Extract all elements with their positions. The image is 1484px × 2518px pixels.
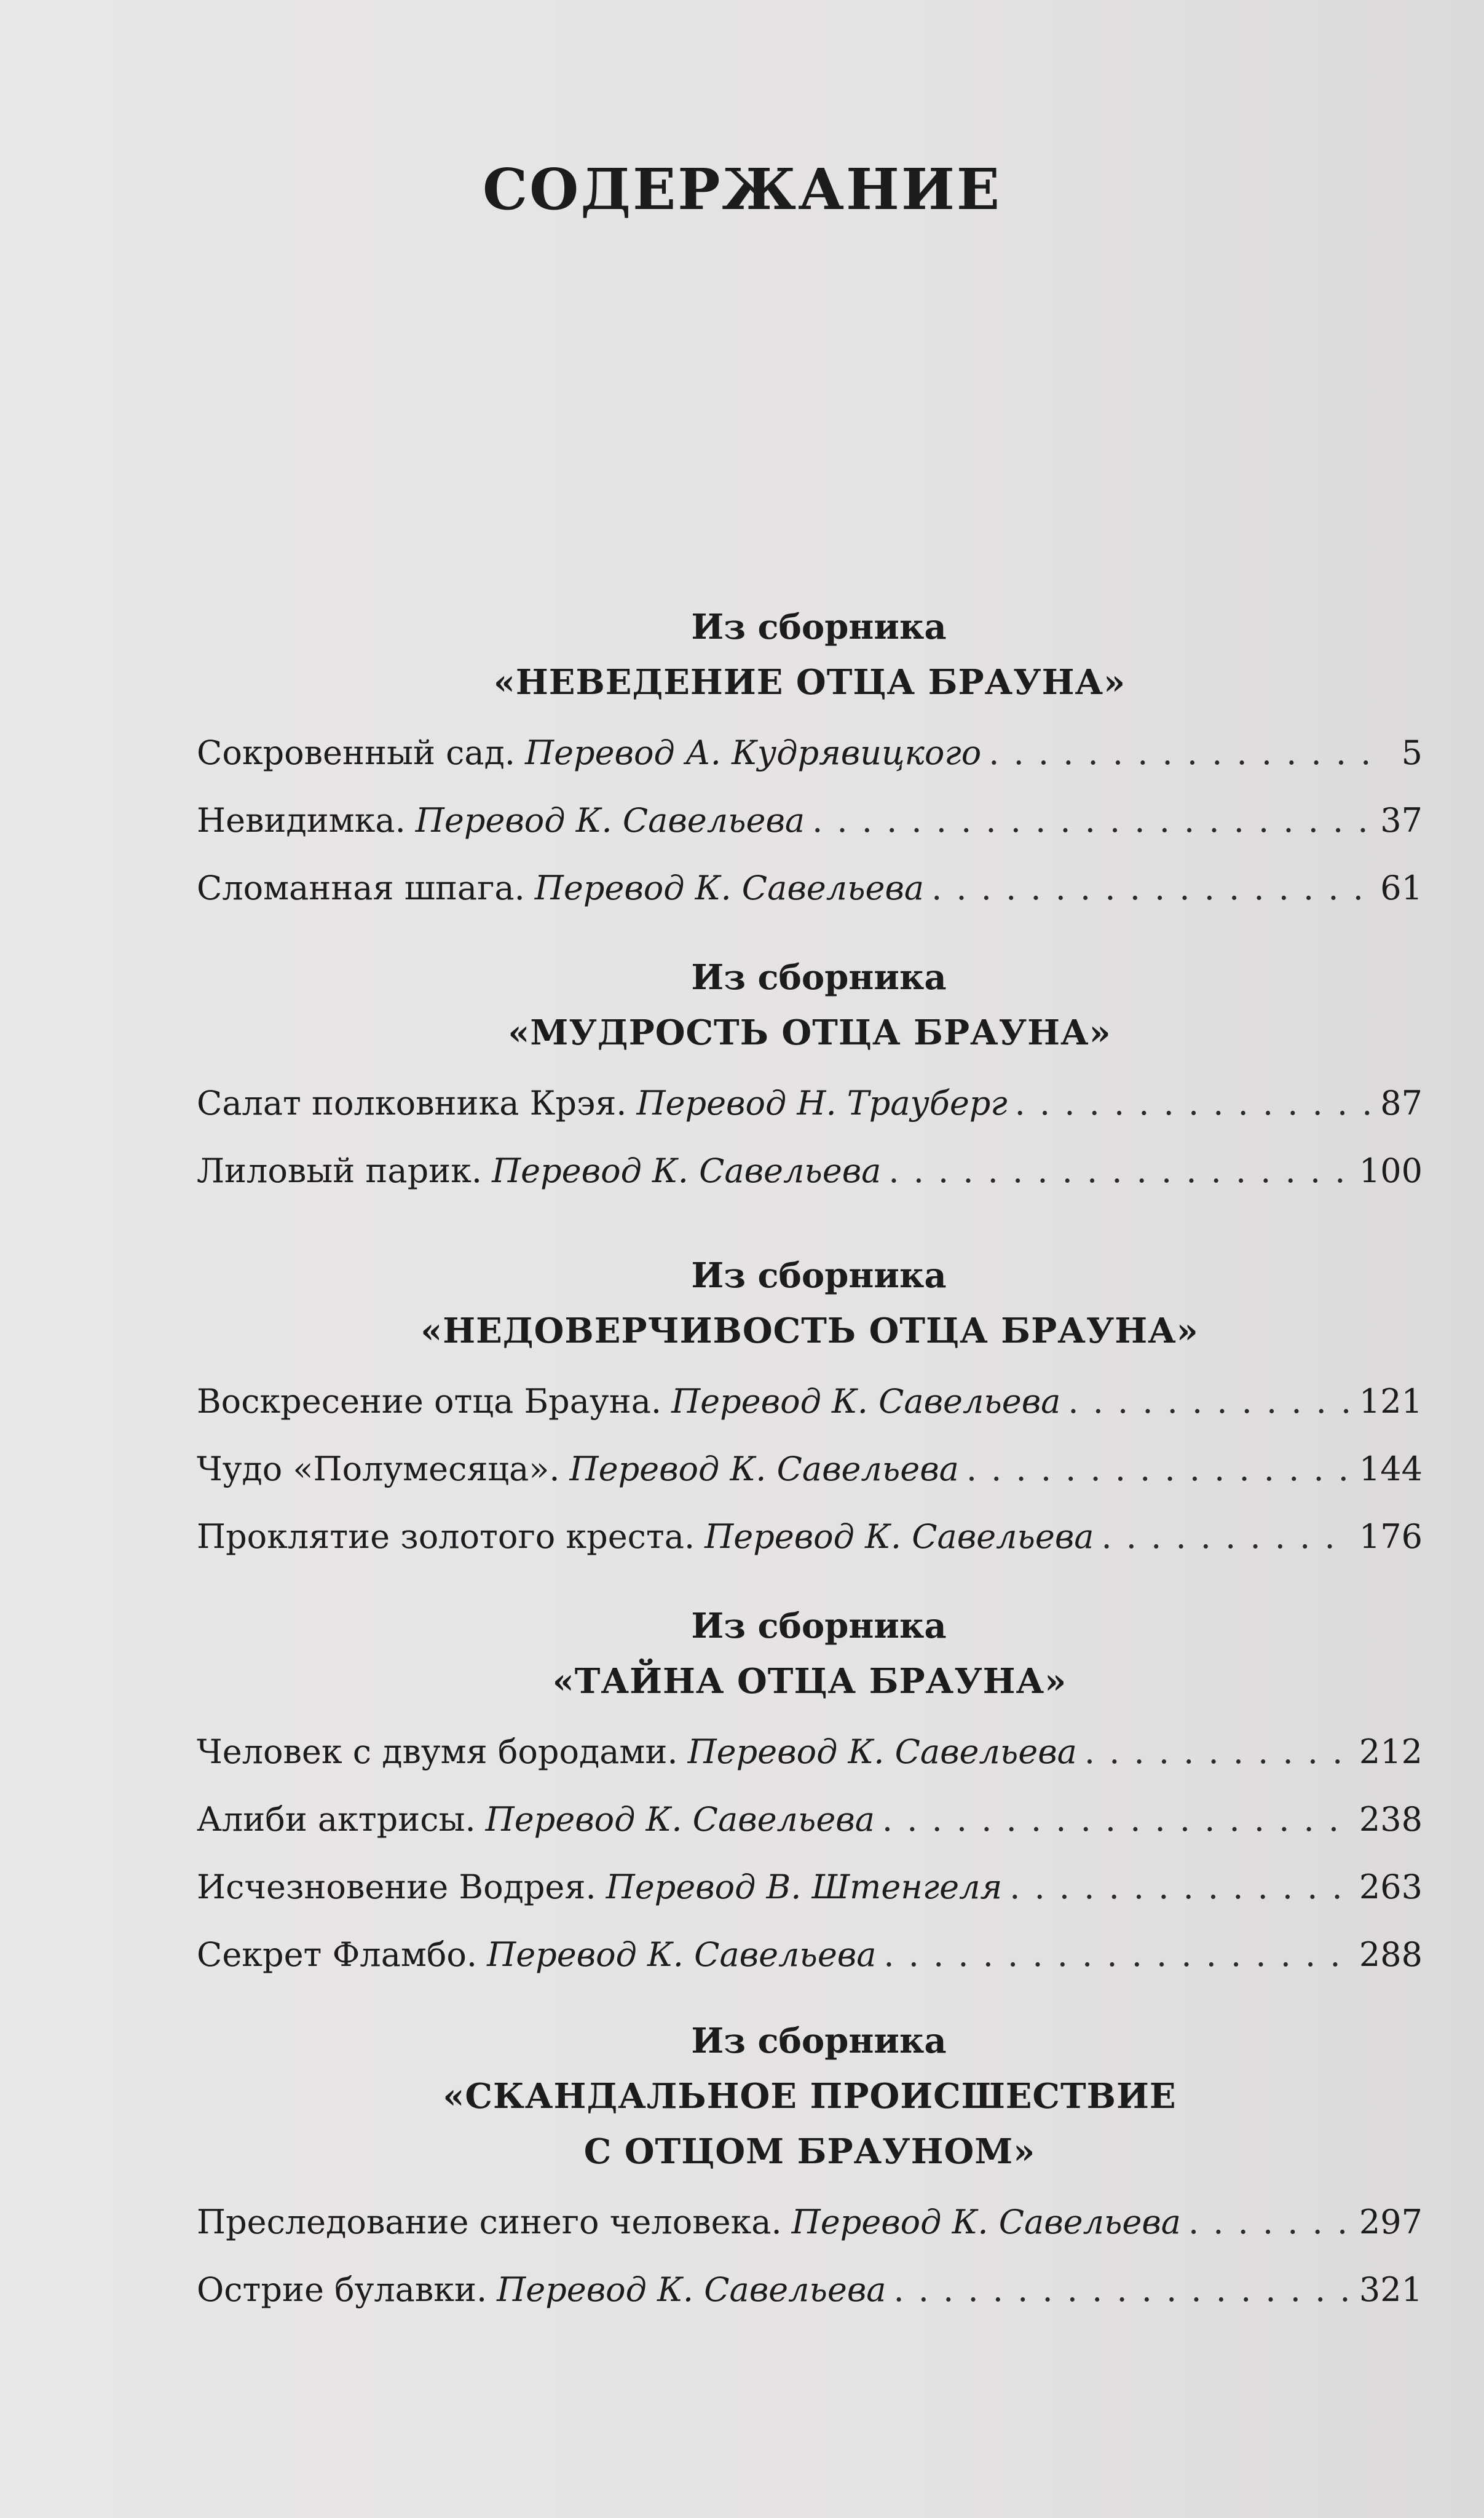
dot-leader (1009, 1868, 1352, 1906)
dot-leader (888, 1151, 1352, 1190)
entry-translator: Перевод К. Савельева (534, 869, 925, 907)
entry-translator: Перевод К. Савельева (671, 1382, 1061, 1421)
entry-page-number: 87 (1380, 1084, 1423, 1123)
toc-entry (197, 2203, 1423, 2270)
entry-page-number: 176 (1359, 1517, 1423, 1556)
section-label: Из сборника (691, 2021, 947, 2061)
entry-page-number: 297 (1359, 2203, 1423, 2241)
toc-entry (197, 1868, 1423, 1935)
entry-translator: Перевод К. Савельева (415, 801, 805, 840)
entry-title: Человек с двумя бородами. (197, 1732, 678, 1771)
toc-entries (197, 1732, 1423, 2003)
section-name: «ТАЙНА ОТЦА БРАУНА» (552, 1661, 1067, 1702)
toc-section-3 (197, 1248, 1423, 1585)
entry-page-number: 100 (1359, 1151, 1423, 1190)
section-label: Из сборника (691, 1606, 947, 1646)
entry-title: Проклятие золотого креста. (197, 1517, 695, 1556)
dot-leader (931, 869, 1373, 907)
entry-title: Алиби актрисы. (197, 1800, 476, 1839)
entry-translator: Перевод К. Савельева (687, 1732, 1077, 1771)
toc-entries (197, 1084, 1423, 1219)
entry-translator: Перевод К. Савельева (487, 1935, 877, 1974)
entry-title: Преследование синего человека. (197, 2203, 782, 2241)
dot-leader (1188, 2203, 1352, 2241)
entry-translator: Перевод К. Савельева (492, 1151, 882, 1190)
section-name: «НЕВЕДЕНИЕ ОТЦА БРАУНА» (493, 662, 1126, 703)
section-name: «МУДРОСТЬ ОТЦА БРАУНА» (508, 1012, 1111, 1053)
toc-section-5 (197, 2013, 1423, 2338)
toc-section-2 (197, 950, 1423, 1219)
dot-leader (1084, 1732, 1352, 1771)
entry-page-number: 61 (1380, 869, 1423, 907)
entry-translator: Перевод К. Савельева (705, 1517, 1094, 1556)
entry-title: Салат полковника Крэя. (197, 1084, 627, 1123)
section-name-line-2: С ОТЦОМ БРАУНОМ» (583, 2131, 1036, 2172)
section-label: Из сборника (691, 607, 947, 647)
entry-page-number: 321 (1359, 2270, 1423, 2309)
toc-entry (197, 1732, 1423, 1800)
toc-entry (197, 1151, 1423, 1219)
entry-page-number: 212 (1359, 1732, 1423, 1771)
entry-translator: Перевод В. Штенгеля (606, 1868, 1003, 1906)
toc-entry (197, 1800, 1423, 1868)
page-title: СОДЕРЖАНИЕ (482, 156, 1002, 223)
toc-entry (197, 1084, 1423, 1151)
dot-leader (812, 801, 1373, 840)
entry-title: Исчезновение Водрея. (197, 1868, 596, 1906)
entry-translator: Перевод К. Савельева (569, 1450, 959, 1488)
entry-title: Сломанная шпага. (197, 869, 525, 907)
entry-page-number: 263 (1359, 1868, 1423, 1906)
dot-leader (882, 1800, 1352, 1839)
entry-translator: Перевод А. Кудрявицкого (524, 733, 982, 772)
dot-leader (1068, 1382, 1352, 1421)
dot-leader (1101, 1517, 1351, 1556)
section-label: Из сборника (691, 957, 947, 998)
dot-leader (893, 2270, 1351, 2309)
toc-entry (197, 733, 1423, 801)
entry-translator: Перевод К. Савельева (497, 2270, 886, 2309)
toc-entry (197, 1517, 1423, 1585)
entry-translator: Перевод Н. Трауберг (636, 1084, 1008, 1123)
section-name: «СКАНДАЛЬНОЕ ПРОИСШЕСТВИЕ (443, 2076, 1177, 2117)
entry-translator: Перевод К. Савельева (791, 2203, 1181, 2241)
section-name: «НЕДОВЕРЧИВОСТЬ ОТЦА БРАУНА» (420, 1311, 1199, 1351)
entry-title: Чудо «Полумесяца». (197, 1450, 560, 1488)
dot-leader (1015, 1084, 1373, 1123)
toc-entry (197, 1450, 1423, 1517)
toc-entries (197, 733, 1423, 936)
entry-page-number: 37 (1380, 801, 1423, 840)
entry-page-number: 238 (1359, 1800, 1423, 1839)
toc-entries (197, 1382, 1423, 1585)
entry-title: Острие булавки. (197, 2270, 487, 2309)
entry-page-number: 121 (1359, 1382, 1423, 1421)
entry-title: Невидимка. (197, 801, 406, 840)
toc-entry (197, 869, 1423, 936)
entry-title: Сокровенный сад. (197, 733, 515, 772)
dot-leader (966, 1450, 1352, 1488)
toc-entry (197, 2270, 1423, 2338)
entry-page-number: 288 (1359, 1935, 1423, 1974)
entry-page-number: 144 (1359, 1450, 1423, 1488)
toc-entry (197, 1935, 1423, 2003)
entry-translator: Перевод К. Савельева (485, 1800, 875, 1839)
section-label: Из сборника (691, 1255, 947, 1296)
toc-entries (197, 2203, 1423, 2338)
entry-title: Секрет Фламбо. (197, 1935, 478, 1974)
toc-section-1 (197, 599, 1423, 936)
entry-page-number: 5 (1401, 733, 1423, 772)
entry-title: Лиловый парик. (197, 1151, 483, 1190)
toc-entry (197, 1382, 1423, 1450)
toc-entry (197, 801, 1423, 869)
dot-leader (883, 1935, 1352, 1974)
entry-title: Воскресение отца Брауна. (197, 1382, 662, 1421)
dot-leader (989, 733, 1378, 772)
toc-section-4 (197, 1598, 1423, 2003)
